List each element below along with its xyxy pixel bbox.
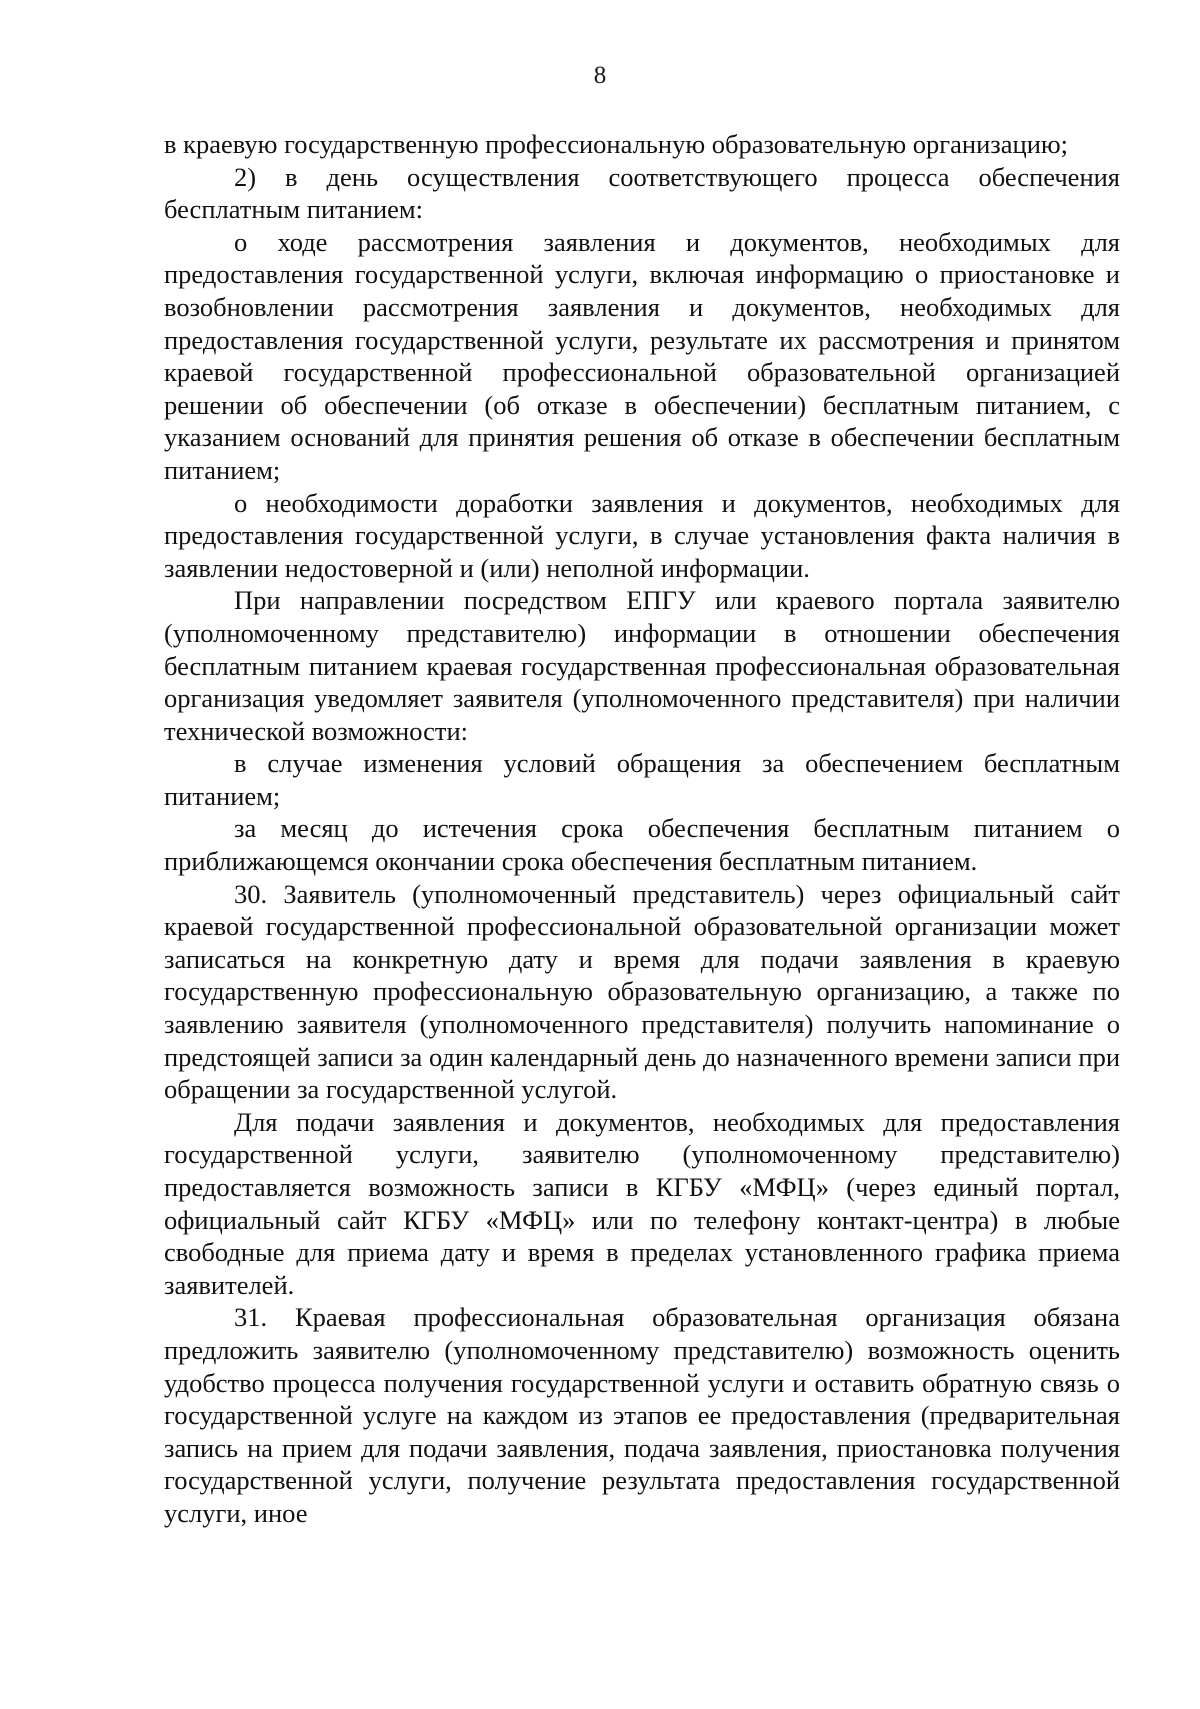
paragraph: о ходе рассмотрения заявления и документов, необходимых для предоставления государственной услуги, включая информацию о приостановке и возобновлении рассмотрения заявления и документов, необходимых для предоставления государственной услуги, результате их рассмотрения и принятом краевой государственной профессиональной образовательной организацией решении об обеспечении (об отказе в обеспечении) бесплатным питанием, с указанием оснований для принятия решения об отказе в обеспечении бесплатным питанием; (164, 226, 1120, 485)
paragraph: 31. Краевая профессиональная образовательная организация обязана предложить заявителю (уполномоченному представителю) возможность оценить удобство процесса получения государственной услуги и оставить обратную связь о государственной услуге на каждом из этапов ее предоставления (предварительная запись на прием для подачи заявления, подача заявления, приостановка получения государственной услуги, получение результата предоставления государственной услуги, иное (164, 1302, 1120, 1528)
paragraph: Для подачи заявления и документов, необходимых для предоставления государственной услуги, заявителю (уполномоченному представителю) предоставляется возможность записи в КГБУ «МФЦ» (через единый портал, официальный сайт КГБУ «МФЦ» или по телефону контакт-центра) в любые свободные для приема дату и время в пределах установленного графика приема заявителей. (164, 1106, 1120, 1300)
paragraph: о необходимости доработки заявления и документов, необходимых для предоставления государственной услуги, в случае установления факта наличия в заявлении недостоверной и (или) неполной информации. (164, 487, 1120, 583)
paragraph: 2) в день осуществления соответствующего процесса обеспечения бесплатным питанием: (164, 161, 1120, 225)
paragraph: При направлении посредством ЕПГУ или краевого портала заявителю (уполномоченному представителю) информации в отношении обеспечения бесплатным питанием краевая государственная профессиональная образовательная организация уведомляет заявителя (уполномоченного представителя) при наличии технической возможности: (164, 585, 1120, 746)
paragraph: в краевую государственную профессиональную образовательную организацию; (164, 129, 1069, 159)
paragraph: за месяц до истечения срока обеспечения бесплатным питанием о приближающемся окончании срока обеспечения бесплатным питанием. (164, 813, 1120, 877)
page-number: 8 (593, 62, 607, 89)
paragraph: в случае изменения условий обращения за обеспечением бесплатным питанием; (164, 748, 1120, 811)
paragraph: 30. Заявитель (уполномоченный представитель) через официальный сайт краевой государственной профессиональной образовательной организации может записаться на конкретную дату и время для подачи заявления в краевую государственную профессиональную образовательную организацию, а также по заявлению заявителя (уполномоченного представителя) получить напоминание о предстоящей записи за один календарный день до назначенного времени записи при обращении за государственной услугой. (164, 878, 1120, 1105)
document-body (164, 128, 1120, 1530)
